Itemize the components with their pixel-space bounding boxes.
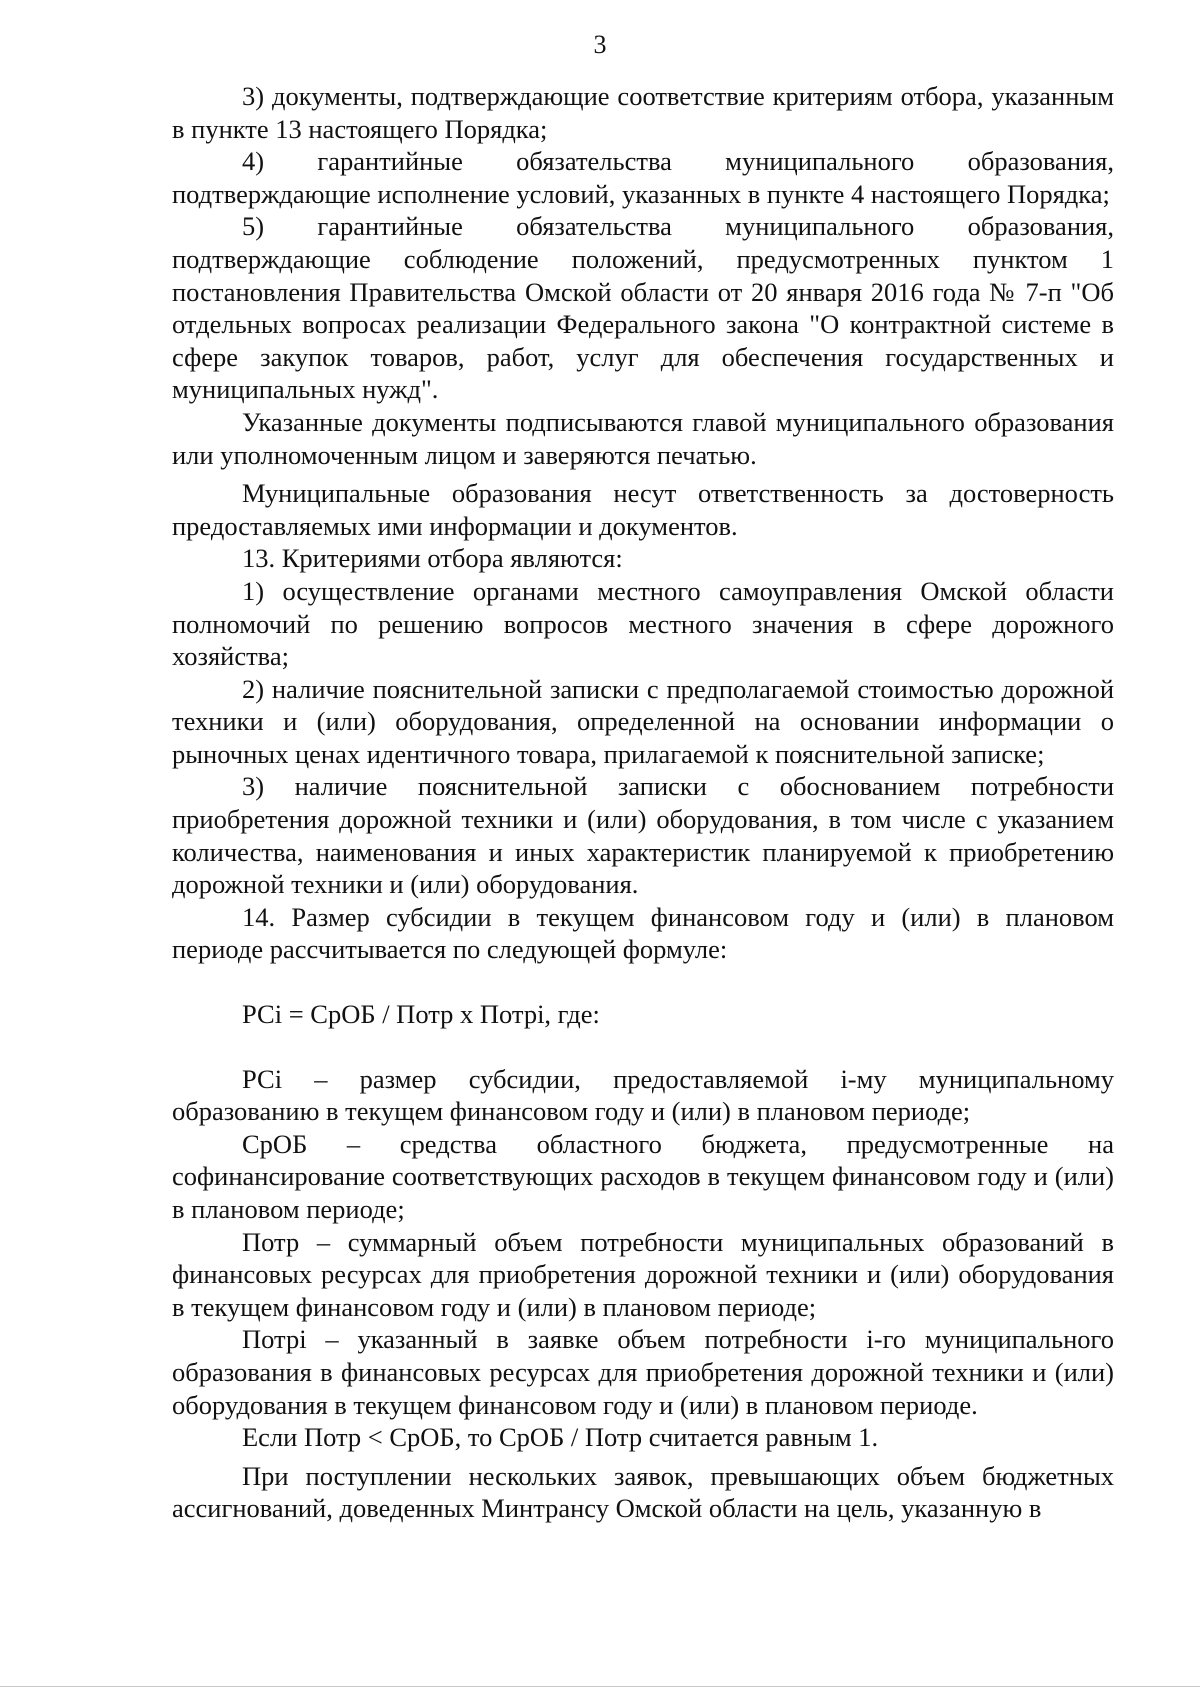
document-body: [172, 80, 1114, 1525]
paragraph-item-3-documents: 3) документы, подтверждающие соответствие критериям отбора, указанным в пункте 13 настоящего Порядка;: [172, 81, 1114, 144]
definition-potri: Потрі – указанный в заявке объем потребности і-го муниципального образования в финансовых ресурсах для приобретения дорожной техники и (или) оборудования в текущем финансовом году и (или) в плановом периоде.: [172, 1324, 1114, 1420]
paragraph-criterion-1: 1) осуществление органами местного самоуправления Омской области полномочий по решению вопросов местного значения в сфере дорожного хозяйства;: [172, 575, 1114, 672]
paragraph-item-4-guarantees: 4) гарантийные обязательства муниципального образования, подтверждающие исполнение условий, указанных в пункте 4 настоящего Порядка;: [172, 146, 1114, 209]
paragraph-13-heading: 13. Критериями отбора являются:: [242, 543, 623, 574]
paragraph-criterion-3: 3) наличие пояснительной записки с обоснованием потребности приобретения дорожной техники и (или) оборудования, в том числе с указанием количества, наименования и иных характеристик планируемой к приобретению дорожной техники и (или) оборудования.: [172, 771, 1114, 900]
paragraph-14-subsidy-size: 14. Размер субсидии в текущем финансовом году и (или) в плановом периоде рассчитывается по следующей формуле:: [172, 901, 1114, 965]
page-bottom-edge: [0, 1686, 1200, 1687]
paragraph-criterion-2: 2) наличие пояснительной записки с предполагаемой стоимостью дорожной техники и (или) оборудования, определенной на основании информации о рыночных ценах идентичного товара, прилагаемой к пояснительной записке;: [172, 673, 1114, 769]
paragraph-ratio-rule: Если Потр < СрОБ, то СрОБ / Потр считается равным 1.: [242, 1422, 879, 1453]
page-number: 3: [593, 30, 607, 59]
definition-srob: СрОБ – средства областного бюджета, предусмотренные на софинансирование соответствующих расходов в текущем финансовом году и (или) в плановом периоде;: [172, 1128, 1114, 1224]
definition-potr: Потр – суммарный объем потребности муниципальных образований в финансовых ресурсах для приобретения дорожной техники и (или) оборудования в текущем финансовом году и (или) в плановом периоде;: [172, 1226, 1114, 1322]
paragraph-signature-note: Указанные документы подписываются главой муниципального образования или уполномоченным лицом и заверяются печатью.: [172, 406, 1114, 470]
definition-rsi: РСі – размер субсидии, предоставляемой і-му муниципальному образованию в текущем финансовом году и (или) в плановом периоде;: [172, 1063, 1114, 1127]
paragraph-item-5-guarantees: 5) гарантийные обязательства муниципального образования, подтверждающие соблюдение положений, предусмотренных пунктом 1 постановления Правительства Омской области от 20 января 2016 года № 7-п "Об отдельных вопросах реализации Федерального закона "О контрактной системе в сфере закупок товаров, работ, услуг для обеспечения государственных и муниципальных нужд".: [172, 211, 1114, 405]
paragraph-responsibility: Муниципальные образования несут ответственность за достоверность предоставляемых ими информации и документов.: [172, 478, 1114, 541]
subsidy-formula: РСі = СрОБ / Потр х Потрі, где:: [242, 999, 600, 1030]
paragraph-multiple-applications: При поступлении нескольких заявок, превышающих объем бюджетных ассигнований, доведенных Минтрансу Омской области на цель, указанную в: [172, 1460, 1114, 1524]
